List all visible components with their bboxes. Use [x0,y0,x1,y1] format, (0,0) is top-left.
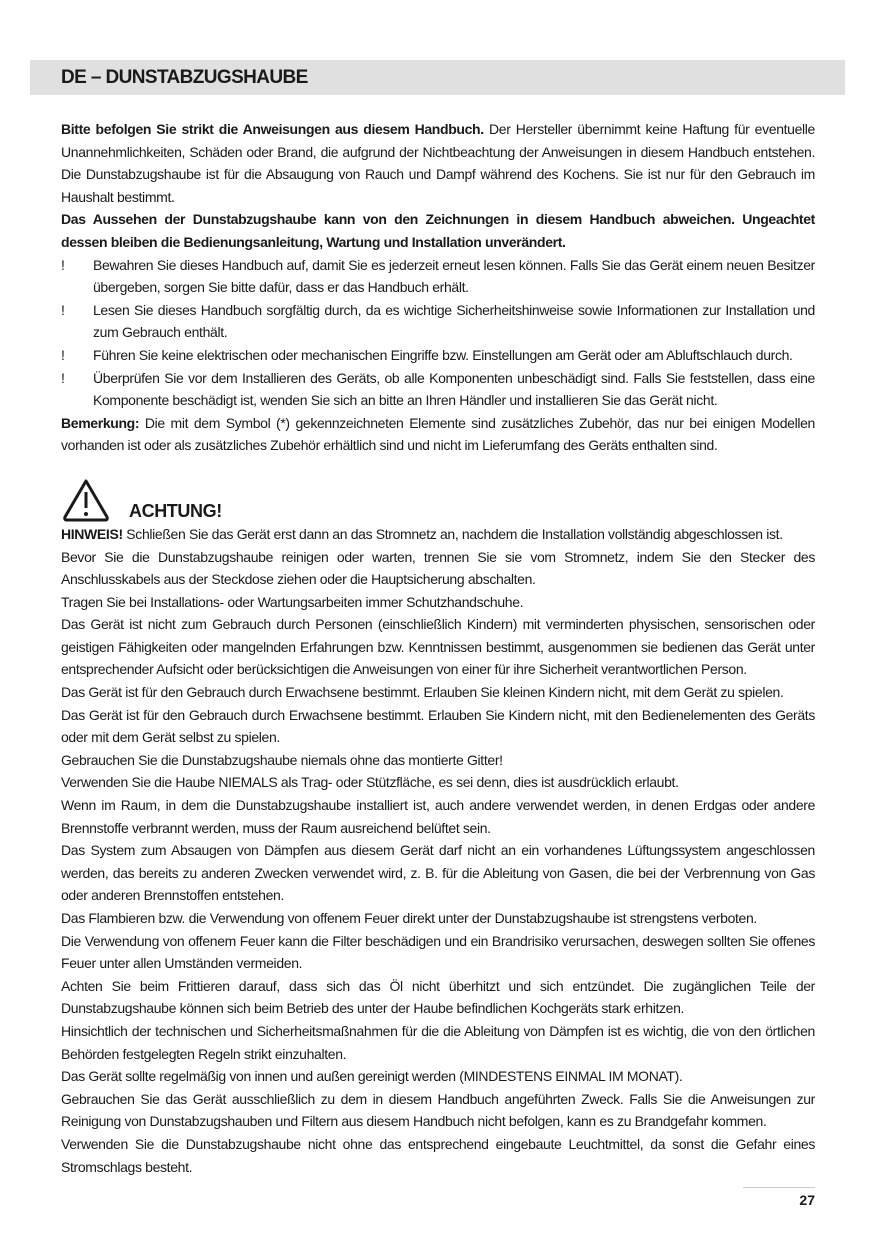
footer-divider [743,1187,815,1188]
warning-heading [61,471,815,523]
warning-paragraph: Das Gerät sollte regelmäßig von innen und außen gereinigt werden (MINDESTENS EINMAL IM MONAT). [61,1068,683,1085]
page-number: 27 [799,1192,815,1208]
hint-paragraph: HINWEIS! Schließen Sie das Gerät erst dann an das Stromnetz an, nachdem die Installation vollständig abgeschlossen ist. [61,525,783,542]
warning-paragraph: Verwenden Sie die Haube NIEMALS als Trag- oder Stützfläche, es sei denn, dies ist ausdrücklich erlaubt. [61,774,679,791]
bullet-list [61,254,815,412]
warning-triangle-icon [61,477,111,523]
bullet-item: ! Führen Sie keine elektrischen oder mechanischen Eingriffe bzw. Einstellungen am Gerät oder am Abluftschlauch durch. [61,344,815,367]
exclamation-bullet-icon: ! [61,301,65,318]
remark-paragraph: Bemerkung: Die mit dem Symbol (*) gekennzeichneten Elemente sind zusätzliches Zubehör, das nur bei einigen Modellen vorhanden ist oder als zusätzliches Zubehör erhältlich sind und nicht im Lieferumfang des Geräts enthalten sind. [61,414,815,454]
warning-paragraph: Das System zum Absaugen von Dämpfen aus diesem Gerät darf nicht an ein vorhandenes Lüftungssystem angeschlossen werden, das bereits zu anderen Zwecken verwendet wird, z. B. für die Ableitung von Gasen, die bei der Verbrennung von Gas oder anderen Brennstoffen entstehen. [61,842,815,904]
warning-paragraph: Die Verwendung von offenem Feuer kann die Filter beschädigen und ein Brandrisiko verursachen, deswegen sollten Sie offenes Feuer unter allen Umständen vermeiden. [61,932,815,972]
warning-paragraph: Tragen Sie bei Installations- oder Wartungsarbeiten immer Schutzhandschuhe. [61,593,524,610]
section-title: DE – DUNSTABZUGSHAUBE [61,67,308,88]
warning-paragraph: Gebrauchen Sie die Dunstabzugshaube niemals ohne das montierte Gitter! [61,751,503,768]
warning-paragraph: Wenn im Raum, in dem die Dunstabzugshaube installiert ist, auch andere verwendet werden, in denen Erdgas oder andere Brennstoffe verbrannt werden, muss der Raum ausreichend belüftet sein. [61,797,815,836]
warning-paragraph: Verwenden Sie die Dunstabzugshaube nicht ohne das entsprechend eingebaute Leuchtmittel, da sonst die Gefahr eines Stromschlags besteht. [61,1135,815,1175]
warning-paragraph: Gebrauchen Sie das Gerät ausschließlich zu dem in diesem Handbuch angeführten Zweck. Falls Sie die Anweisungen zur Reinigung von Dunstabzugshauben und Filtern aus diesem Handbuch nicht befolgen, kann es zu Brandgefahr kommen. [61,1090,815,1130]
warning-paragraph: Das Gerät ist für den Gebrauch durch Erwachsene bestimmt. Erlauben Sie Kindern nicht, mit den Bedienelementen des Geräts oder mit dem Gerät selbst zu spielen. [61,706,815,746]
bullet-item: ! Überprüfen Sie vor dem Installieren des Geräts, ob alle Komponenten unbeschädigt sind. Falls Sie feststellen, dass eine Komponente beschädigt ist, wenden Sie sich an bitte an Ihren Händler und installieren Sie das Gerät nicht. [61,367,815,412]
warning-paragraph: Bevor Sie die Dunstabzugshaube reinigen oder warten, trennen Sie sie vom Stromnetz, indem Sie den Stecker des Anschlusskabels aus der Steckdose ziehen oder die Hauptsicherung abschalten. [61,548,815,588]
bullet-item: ! Bewahren Sie dieses Handbuch auf, damit Sie es jederzeit erneut lesen können. Falls Sie das Gerät einem neuen Besitzer übergeben, sorgen Sie bitte dafür, dass er das Handbuch erhält. [61,254,815,299]
warning-paragraph: Achten Sie beim Frittieren darauf, dass sich das Öl nicht überhitzt und sich entzündet. Die zugänglichen Teile der Dunstabzugshaube können sich beim Betrieb des unter der Haube befindlichen Kochgeräts stark erhitzen. [61,977,815,1017]
appearance-notice: Das Aussehen der Dunstabzugshaube kann von den Zeichnungen in diesem Handbuch abweichen. Ungeachtet dessen bleiben die Bedienungsanleitung, Wartung und Installation unverändert. [61,211,815,250]
warning-title: ACHTUNG! [129,501,222,522]
bullet-item: ! Lesen Sie dieses Handbuch sorgfältig durch, da es wichtige Sicherheitshinweise sowie Informationen zur Installation und zum Gebrauch enthält. [61,299,815,344]
warning-paragraph: Das Flambieren bzw. die Verwendung von offenem Feuer direkt unter der Dunstabzugshaube ist strengstens verboten. [61,910,757,926]
page-content [61,118,815,1178]
exclamation-bullet-icon: ! [61,346,65,363]
warning-paragraph: Das Gerät ist nicht zum Gebrauch durch Personen (einschließlich Kindern) mit verminderten physischen, sensorischen oder geistigen Fähigkeiten oder mangelnden Erfahrungen bzw. Kenntnissen bestimmt, ausgenommen sie bedienen das Gerät unter entsprechender Aufsicht oder berücksichtigen die Anweisungen von einer für ihre Sicherheit verantwortlichen Person. [61,616,815,678]
warning-paragraphs [61,546,815,1179]
section-header [30,60,845,95]
warning-paragraph: Hinsichtlich der technischen und Sicherheitsmaßnahmen für die die Ableitung von Dämpfen ist es wichtig, die von den örtlichen Behörden festgelegten Regeln strikt einzuhalten. [61,1022,815,1062]
exclamation-bullet-icon: ! [61,256,65,273]
exclamation-bullet-icon: ! [61,369,65,386]
intro-paragraph: Bitte befolgen Sie strikt die Anweisungen aus diesem Handbuch. Der Hersteller übernimmt keine Haftung für eventuelle Unannehmlichkeiten, Schäden oder Brand, die aufgrund der Nichtbeachtung der Anweisungen in diesem Handbuch entstehen. Die Dunstabzugshaube ist für die Absaugung von Rauch und Dampf während des Kochens. Sie ist nur für den Gebrauch im Haushalt bestimmt. [61,121,815,205]
warning-paragraph: Das Gerät ist für den Gebrauch durch Erwachsene bestimmt. Erlauben Sie kleinen Kindern nicht, mit dem Gerät zu spielen. [61,684,784,701]
